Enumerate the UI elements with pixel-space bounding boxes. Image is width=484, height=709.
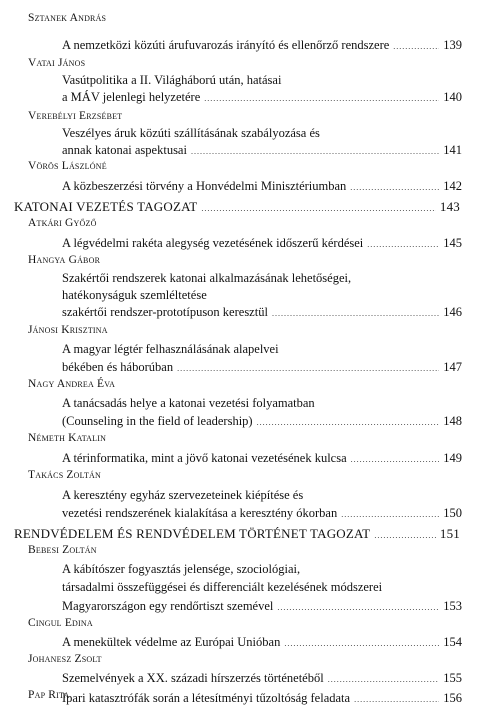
toc-entry[interactable]: [62, 690, 462, 707]
leader-dots: [350, 178, 439, 196]
page-number: 151: [439, 526, 460, 541]
toc-entry[interactable]: [62, 89, 462, 106]
entry-title: szakértői rendszer-prototípuson keresztül: [62, 305, 268, 319]
entry-title-line: A kábítószer fogyasztás jelensége, szociológiai,: [62, 562, 301, 576]
section-title: KATONAI VEZETÉS TAGOZAT: [14, 199, 198, 214]
leader-dots: [204, 89, 439, 107]
page-number: 154: [443, 635, 462, 649]
toc-entry[interactable]: [62, 142, 462, 159]
entry-title: A térinformatika, mint a jövő katonai vezetésének kulcsa: [62, 451, 347, 465]
author-name: Vatai János: [28, 57, 86, 69]
leader-dots: [177, 359, 439, 377]
author-name: Atkári Győző: [28, 217, 97, 229]
leader-dots: [341, 505, 439, 523]
author-name: Verebélyi Erzsébet: [28, 110, 123, 122]
author-name: Pap Rita: [28, 689, 70, 701]
leader-dots: [354, 690, 439, 708]
entry-title-line: Szakértői rendszerek katonai alkalmazásának lehetőségei,: [62, 271, 352, 285]
entry-title: békében és háborúban: [62, 360, 174, 374]
page-number: 148: [443, 414, 462, 428]
entry-title-line: társadalmi összefüggései és differenciált kezelésének módszerei: [62, 580, 383, 594]
page-number: 143: [439, 199, 460, 214]
entry-title: A légvédelmi rakéta alegység vezetésének időszerű kérdései: [62, 236, 364, 250]
author-name: Sztanek András: [28, 12, 107, 24]
entry-title: a MÁV jelenlegi helyzetére: [62, 90, 201, 104]
page-number: 142: [443, 179, 462, 193]
toc-entry[interactable]: [62, 37, 462, 54]
entry-title: vezetési rendszerének kialakítása a keresztény ókorban: [62, 506, 338, 520]
page-number: 147: [443, 360, 462, 374]
entry-title: (Counseling in the field of leadership): [62, 414, 253, 428]
leader-dots: [257, 413, 440, 431]
entry-title-line: hatékonyságuk szemléltetése: [62, 288, 207, 302]
toc-entry[interactable]: [62, 178, 462, 195]
toc-entry[interactable]: [62, 450, 462, 467]
page-number: 140: [443, 90, 462, 104]
author-name: Németh Katalin: [28, 432, 107, 444]
entry-title: Szemelvények a XX. századi hírszerzés történetéből: [62, 671, 324, 685]
toc-entry[interactable]: [62, 598, 462, 615]
entry-title-line: Vasútpolitika a II. Világháború után, hatásai: [62, 73, 282, 87]
author-name: Johanesz Zsolt: [28, 653, 102, 665]
entry-title-line: A magyar légtér felhasználásának alapelvei: [62, 342, 279, 356]
page-number: 139: [443, 38, 462, 52]
page-number: 155: [443, 671, 462, 685]
section-title: RENDVÉDELEM ÉS RENDVÉDELEM TÖRTÉNET TAGOZAT: [14, 526, 371, 541]
page-number: 145: [443, 236, 462, 250]
author-name: Takács Zoltán: [28, 469, 102, 481]
entry-title-line: A tanácsadás helye a katonai vezetési folyamatban: [62, 396, 315, 410]
entry-title-line: A keresztény egyház szervezeteinek kiépítése és: [62, 488, 304, 502]
page-number: 150: [443, 506, 462, 520]
author-name: Jánosi Krisztina: [28, 324, 108, 336]
leader-dots: [277, 598, 439, 616]
leader-dots: [351, 450, 440, 468]
section-heading[interactable]: [14, 198, 460, 215]
leader-dots: [393, 37, 439, 55]
page-number: 146: [443, 305, 462, 319]
leader-dots: [272, 304, 439, 322]
leader-dots: [367, 235, 439, 253]
page-number: 149: [443, 451, 462, 465]
toc-entry[interactable]: [62, 670, 462, 687]
page-number: 156: [443, 691, 462, 705]
entry-title: annak katonai aspektusai: [62, 143, 187, 157]
author-name: Bebesi Zoltán: [28, 544, 97, 556]
entry-title: Magyarországon egy rendőrtiszt szemével: [62, 599, 274, 613]
author-name: Hangya Gábor: [28, 254, 101, 266]
leader-dots: [201, 198, 436, 217]
toc-entry[interactable]: [62, 634, 462, 651]
leader-dots: [328, 670, 440, 688]
toc-entry[interactable]: [62, 304, 462, 321]
entry-title-line: Veszélyes áruk közúti szállításának szabályozása és: [62, 126, 320, 140]
entry-title: A közbeszerzési törvény a Honvédelmi Minisztériumban: [62, 179, 347, 193]
entry-title: A nemzetközi közúti árufuvarozás irányító és ellenőrző rendszere: [62, 38, 390, 52]
section-heading[interactable]: [14, 525, 460, 542]
toc-entry[interactable]: [62, 505, 462, 522]
author-name: Nagy Andrea Éva: [28, 378, 116, 390]
entry-title: Ipari katasztrófák során a létesítményi tűzoltóság feladata: [62, 691, 351, 705]
toc-entry[interactable]: [62, 235, 462, 252]
toc-entry[interactable]: [62, 359, 462, 376]
author-name: Vörös Lászlóné: [28, 160, 107, 172]
page-number: 141: [443, 143, 462, 157]
toc-entry[interactable]: [62, 413, 462, 430]
entry-title: A menekültek védelme az Európai Unióban: [62, 635, 281, 649]
author-name: Cingul Edina: [28, 617, 93, 629]
page-number: 153: [443, 599, 462, 613]
leader-dots: [284, 634, 439, 652]
leader-dots: [191, 142, 439, 160]
leader-dots: [374, 525, 436, 544]
